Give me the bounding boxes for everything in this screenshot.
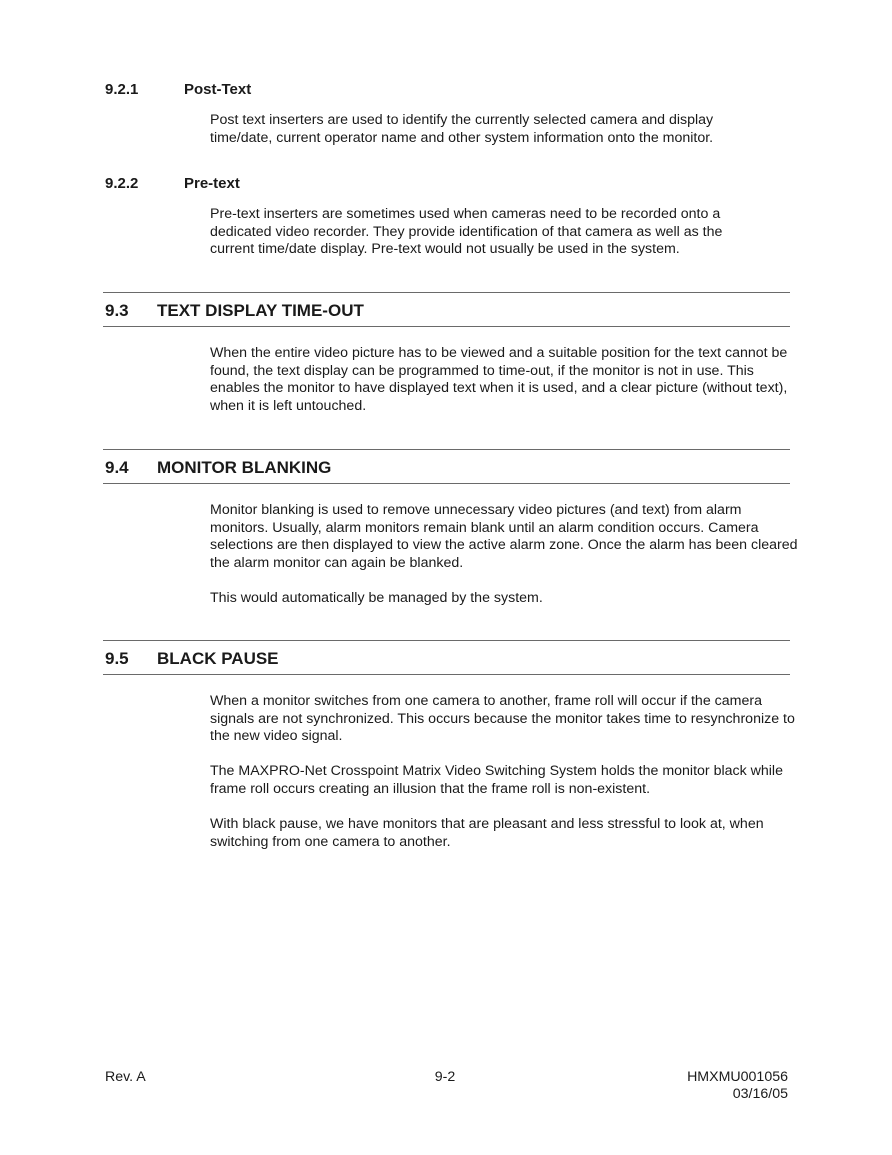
subsection-heading-9-2-1 — [105, 81, 251, 98]
body-paragraph: Pre-text inserters are sometimes used when cameras need to be recorded onto a dedicated video recorder. They provide identification of that camera as well as the current time/date display. Pre-text would not usually be used in the system. — [210, 206, 723, 257]
subsection-number: 9.2.2 — [105, 175, 139, 192]
footer-page-number: 9-2 — [434, 1069, 456, 1085]
section-rule-bottom — [103, 674, 790, 675]
section-rule-top — [103, 292, 790, 293]
body-paragraph: Post text inserters are used to identify the currently selected camera and display time/date, current operator name and other system information onto the monitor. — [210, 112, 714, 146]
footer-date: 03/16/05 — [732, 1086, 788, 1102]
body-paragraph: This would automatically be managed by the system. — [210, 590, 543, 606]
body-paragraph: When a monitor switches from one camera to another, frame roll will occur if the camera signals are not synchronized. This occurs because the monitor takes time to resynchronize to the new video signal. — [210, 693, 795, 744]
section-rule-top — [103, 449, 790, 450]
body-paragraph: The MAXPRO-Net Crosspoint Matrix Video Switching System holds the monitor black while frame roll occurs creating an illusion that the frame roll is non-existent. — [210, 763, 783, 797]
subsection-number: 9.2.1 — [105, 81, 139, 98]
section-rule-bottom — [103, 326, 790, 327]
subsection-title: Post-Text — [184, 81, 252, 98]
section-number: 9.5 — [105, 649, 129, 668]
section-title: TEXT DISPLAY TIME-OUT — [157, 301, 364, 320]
footer-doc-id: HMXMU001056 — [687, 1069, 788, 1085]
section-heading-9-3 — [105, 301, 364, 321]
section-heading-9-4 — [105, 458, 331, 478]
section-rule-bottom — [103, 483, 790, 484]
section-number: 9.4 — [105, 458, 129, 477]
section-number: 9.3 — [105, 301, 129, 320]
body-paragraph: With black pause, we have monitors that are pleasant and less stressful to look at, when switching from one camera to another. — [210, 816, 764, 850]
body-paragraph: When the entire video picture has to be viewed and a suitable position for the text cannot be found, the text display can be programmed to time-out, if the monitor is not in use. This enables the monitor to have displayed text when it is used, and a clear picture (without text), when it is left untouched. — [210, 345, 788, 414]
section-rule-top — [103, 640, 790, 641]
subsection-heading-9-2-2 — [105, 175, 240, 192]
body-paragraph: Monitor blanking is used to remove unnecessary video pictures (and text) from alarm monitors. Usually, alarm monitors remain blank until an alarm condition occurs. Camera selections are then displayed to view the active alarm zone. Once the alarm has been cleared the alarm monitor can again be blanked. — [210, 502, 798, 571]
section-heading-9-5 — [105, 649, 279, 669]
subsection-title: Pre-text — [184, 175, 240, 192]
section-title: BLACK PAUSE — [157, 649, 279, 668]
footer-revision: Rev. A — [105, 1069, 146, 1085]
section-title: MONITOR BLANKING — [157, 458, 332, 477]
